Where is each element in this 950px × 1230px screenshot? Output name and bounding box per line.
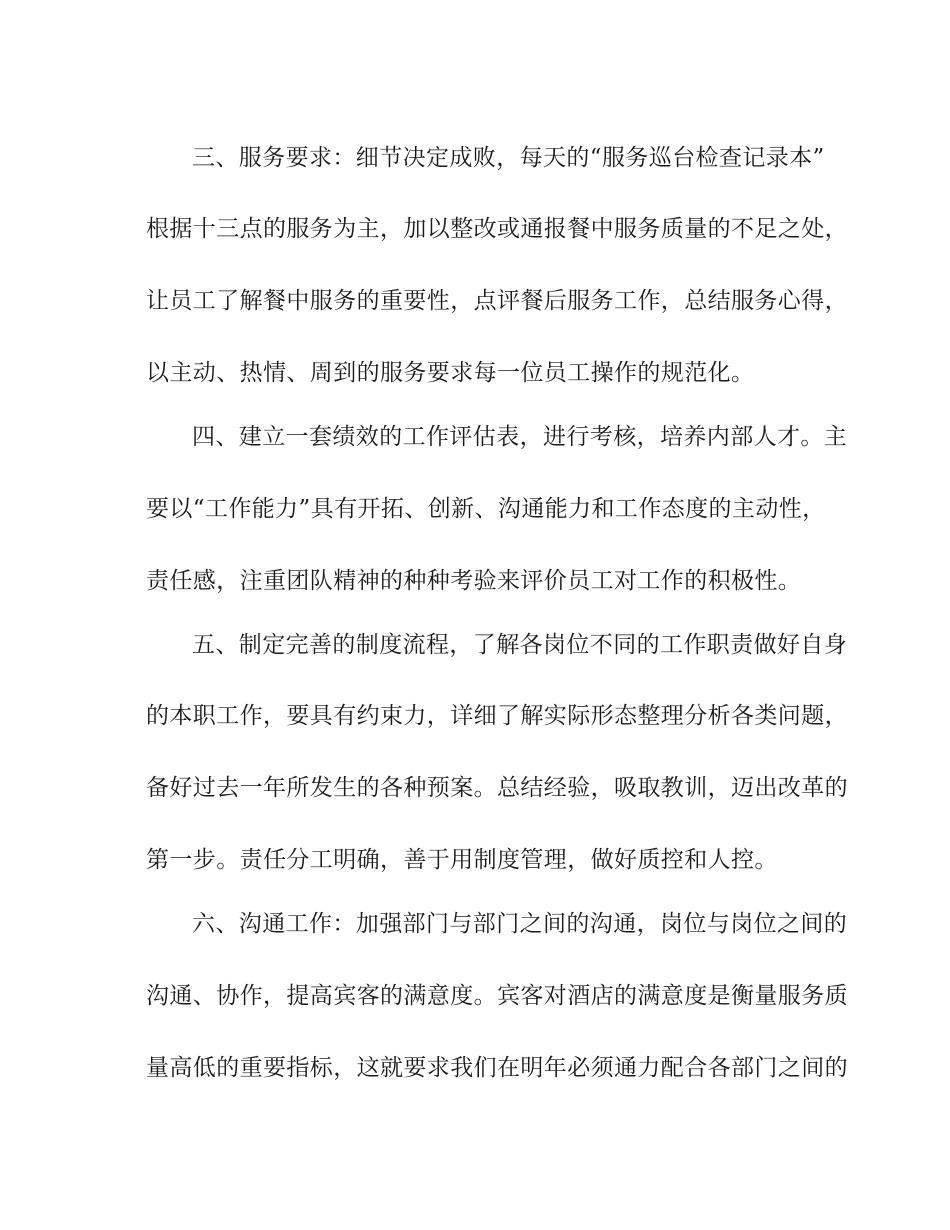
- paragraph-4-line-2: 要以“工作能力”具有开拓、创新、沟通能力和工作态度的主动性，: [146, 496, 826, 522]
- paragraph-4-line-3: 责任感，注重团队精神的种种考验来评价员工对工作的积极性。: [146, 568, 802, 594]
- paragraph-5-line-4: 第一步。责任分工明确，善于用制度管理，做好质控和人控。: [146, 847, 778, 873]
- paragraph-4-line-1: 四、建立一套绩效的工作评估表，进行考核，培养内部人才。主: [192, 424, 848, 450]
- paragraph-5-line-1: 五、制定完善的制度流程，了解各岗位不同的工作职责做好自身: [192, 632, 848, 658]
- paragraph-6-line-1: 六、沟通工作：加强部门与部门之间的沟通，岗位与岗位之间的: [192, 911, 848, 937]
- paragraph-3-line-3: 让员工了解餐中服务的重要性，点评餐后服务工作，总结服务心得，: [146, 288, 848, 314]
- paragraph-5-line-2: 的本职工作，要具有约束力，详细了解实际形态整理分析各类问题，: [146, 703, 848, 729]
- paragraph-6-line-3: 量高低的重要指标，这就要求我们在明年必须通力配合各部门之间的: [146, 1055, 848, 1081]
- paragraph-6-line-2: 沟通、协作，提高宾客的满意度。宾客对酒店的满意度是衡量服务质: [146, 983, 848, 1009]
- paragraph-3-line-1: 三、服务要求：细节决定成败，每天的“服务巡台检查记录本”: [192, 145, 825, 171]
- paragraph-3-line-4: 以主动、热情、周到的服务要求每一位员工操作的规范化。: [146, 360, 755, 386]
- paragraph-3-line-2: 根据十三点的服务为主，加以整改或通报餐中服务质量的不足之处，: [146, 216, 848, 242]
- paragraph-5-line-3: 备好过去一年所发生的各种预案。总结经验，吸取教训，迈出改革的: [146, 775, 848, 801]
